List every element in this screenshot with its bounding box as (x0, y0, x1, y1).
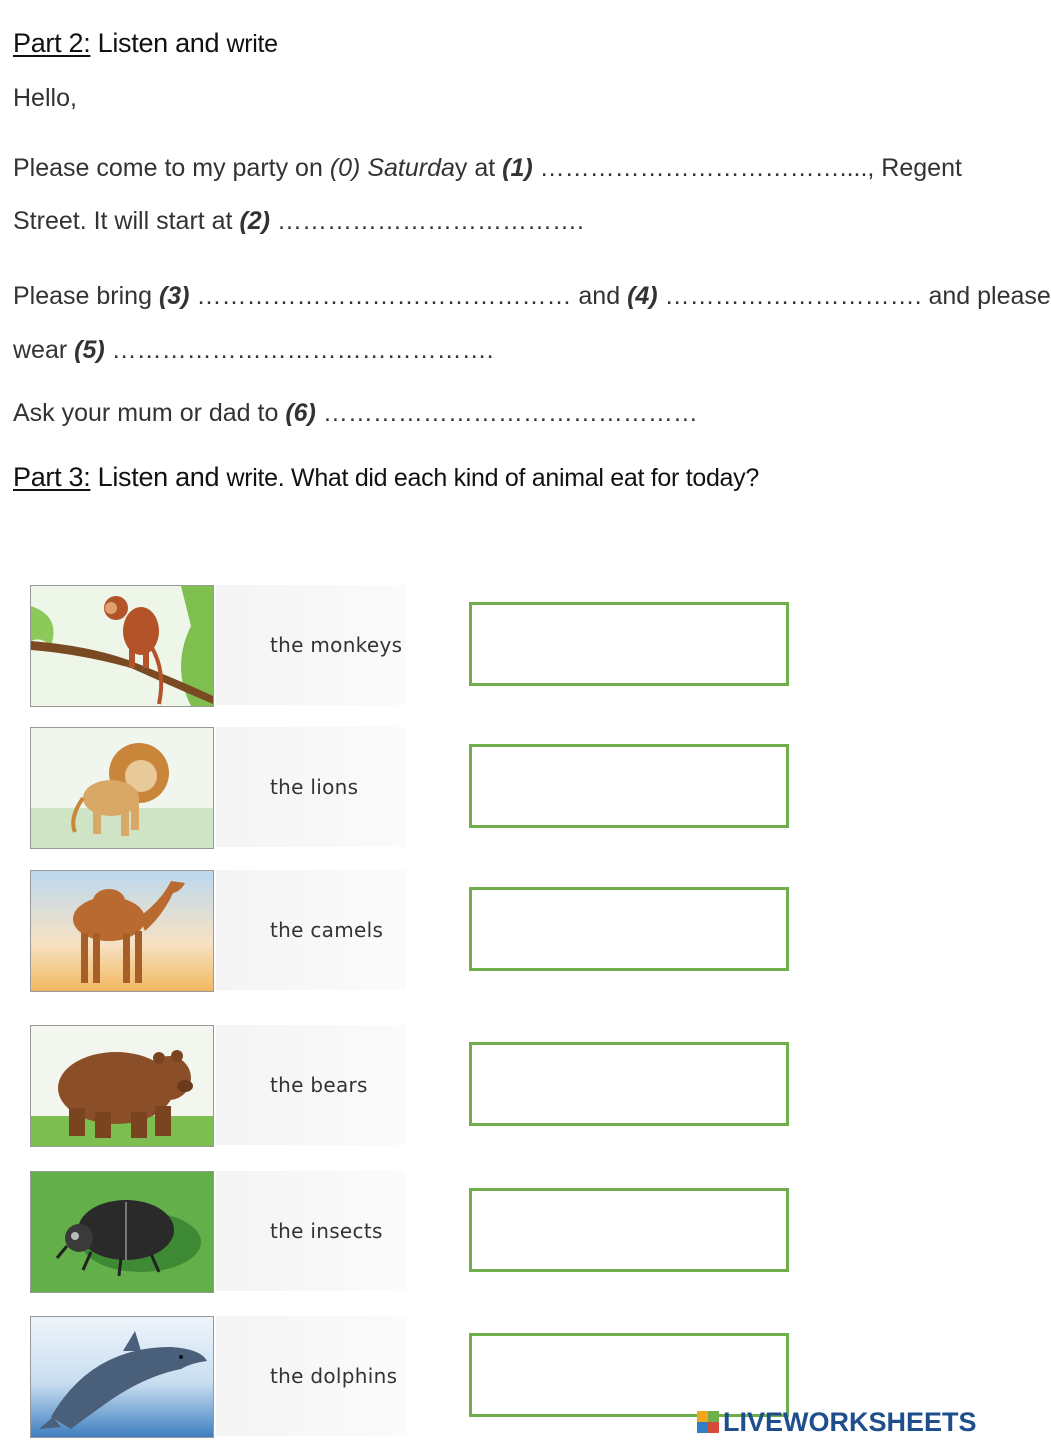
gap-4[interactable]: …………………………. and please (657, 282, 1051, 310)
text: Ask your mum or dad to (13, 399, 286, 427)
part2-title: Listen and (90, 28, 227, 58)
text: Please come to my party on (13, 154, 330, 182)
animal-label: the bears (270, 1073, 368, 1097)
gap-5[interactable]: ………………………………………. (104, 336, 494, 364)
text: Street. It will start at (13, 207, 240, 235)
greeting: Hello, (13, 84, 77, 112)
bear-image (30, 1025, 214, 1147)
animal-label: the monkeys (270, 633, 403, 657)
gap-number-6: (6) (285, 399, 316, 427)
liveworksheets-logo (697, 1405, 977, 1439)
animal-label: the insects (270, 1219, 383, 1243)
answer-box-monkeys[interactable] (469, 602, 789, 686)
gap-number-5: (5) (74, 336, 105, 364)
dolphin-image (30, 1316, 214, 1438)
part2-heading (13, 28, 278, 59)
gap-1[interactable]: ………………………………...., Regent (532, 154, 962, 182)
gap-number-2: (2) (239, 207, 271, 235)
answer-box-insects[interactable] (469, 1188, 789, 1272)
answer-box-camels[interactable] (469, 887, 789, 971)
answer-box-bears[interactable] (469, 1042, 789, 1126)
beetle-image (30, 1171, 214, 1293)
part3-heading (13, 462, 759, 493)
animal-row-camels (30, 870, 810, 992)
animal-label: the camels (270, 918, 384, 942)
party-line-5 (13, 399, 698, 428)
party-line-1 (13, 154, 962, 183)
example-answer: (0) Saturda (329, 154, 455, 182)
animal-label: the lions (270, 775, 359, 799)
gap-number-3: (3) (158, 282, 190, 310)
text: wear (13, 336, 75, 364)
gap-number-4: (4) (627, 282, 658, 310)
text: y at (454, 154, 503, 182)
monkey-image (30, 585, 214, 707)
party-line-4 (13, 336, 494, 365)
gap-6[interactable]: ……………………………………… (315, 399, 698, 427)
part2-label: Part 2: (13, 28, 91, 58)
part3-label: Part 3: (13, 462, 91, 492)
gap-2[interactable]: ………………………………. (270, 207, 584, 235)
party-line-2 (13, 207, 584, 236)
animal-row-insects (30, 1171, 810, 1293)
part3-title: Listen and (90, 462, 227, 492)
text: Please bring (13, 282, 159, 310)
part3-question: write. What did each kind of animal eat for today? (226, 464, 759, 492)
part2-title-write: write (226, 30, 278, 58)
animal-row-lions (30, 727, 810, 849)
lion-image (30, 727, 214, 849)
animal-label: the dolphins (270, 1364, 398, 1388)
animal-row-bears (30, 1025, 810, 1147)
answer-box-lions[interactable] (469, 744, 789, 828)
gap-3[interactable]: ……………………………………… and (189, 282, 628, 310)
logo-text: LIVEWORKSHEETS (723, 1406, 977, 1437)
animal-row-dolphins (30, 1316, 810, 1438)
animal-row-monkeys (30, 585, 810, 707)
camel-image (30, 870, 214, 992)
party-line-3 (13, 282, 1051, 311)
logo-mark-icon (697, 1411, 719, 1433)
gap-number-1: (1) (502, 154, 533, 182)
